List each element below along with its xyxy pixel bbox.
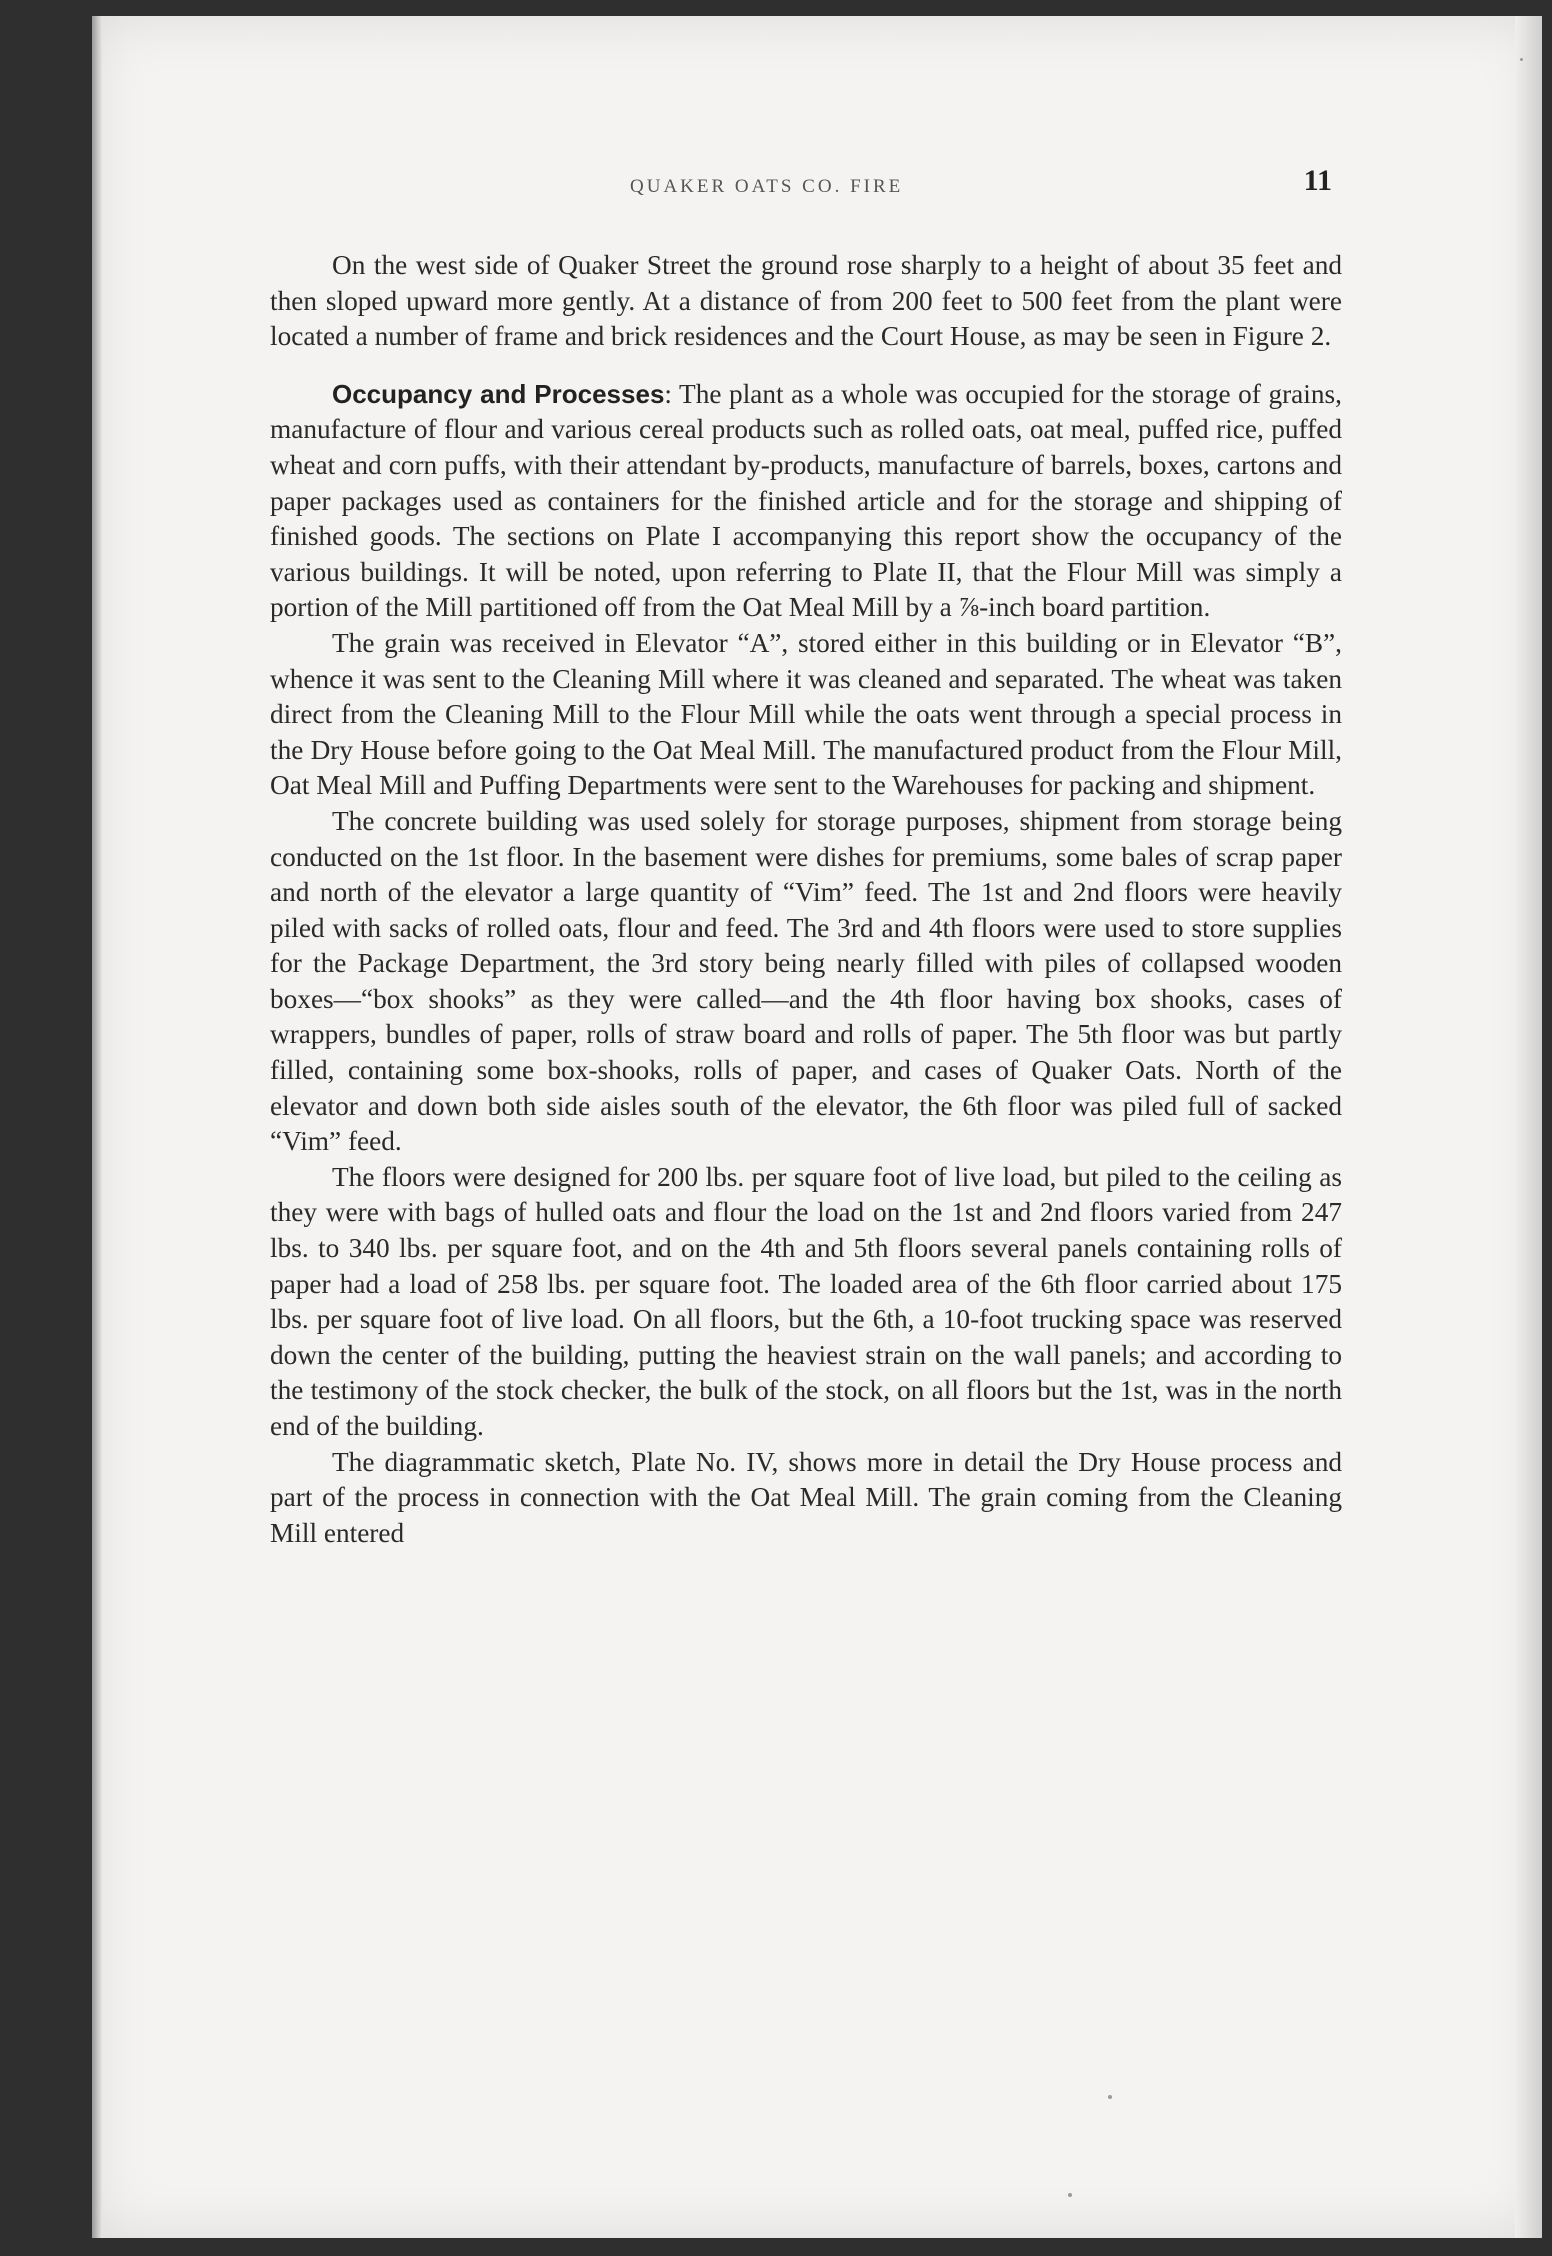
- paragraph: [270, 626, 1342, 804]
- paragraph: [270, 1160, 1342, 1445]
- running-title: QUAKER OATS CO. FIRE: [630, 176, 904, 197]
- page-edge: [1515, 16, 1542, 2238]
- dust-speck: [1108, 2095, 1112, 2099]
- paragraph: [270, 248, 1342, 355]
- page-gutter: [92, 16, 102, 2238]
- paragraph: [270, 804, 1342, 1160]
- paragraph-text: On the west side of Quaker Street the ground rose sharply to a height of about 35 feet and then sloped upward more gently. At a distance of from 200 feet to 500 feet from the plant were located a number of frame and brick residences and the Court House, as may be seen in Figure 2.: [270, 250, 1342, 352]
- page-header: [270, 164, 1332, 214]
- paragraph-text: The grain was received in Elevator “A”, stored either in this building or in Elevator “B”, whence it was sent to the Cleaning Mill where it was cleaned and separated. The wheat was taken direct from the Cleaning Mill to the Flour Mill while the oats went through a special process in the Dry House before going to the Oat Meal Mill. The manufactured product from the Flour Mill, Oat Meal Mill and Puffing Departments were sent to the Warehouses for packing and shipment.: [270, 627, 1342, 801]
- paragraph-text: The concrete building was used solely for storage purposes, shipment from storage being conducted on the 1st floor. In the basement were dishes for premiums, some bales of scrap paper and north of the elevator a large quantity of “Vim” feed. The 1st and 2nd floors were heavily piled with sacks of rolled oats, flour and feed. The 3rd and 4th floors were used to store supplies for the Package Department, the 3rd story being nearly filled with piles of collapsed wooden boxes—“box shooks” as they were called—and the 4th floor having box shooks, cases of wrappers, bundles of paper, rolls of straw board and rolls of paper. The 5th floor was but partly filled, containing some box-shooks, rolls of paper, and cases of Quaker Oats. North of the elevator and down both side aisles south of the elevator, the 6th floor was piled full of sacked “Vim” feed.: [270, 805, 1342, 1157]
- paragraph-text: The floors were designed for 200 lbs. per square foot of live load, but piled to the ceiling as they were with bags of hulled oats and flour the load on the 1st and 2nd floors varied from 247 lbs. to 340 lbs. per square foot, and on the 4th and 5th floors several panels containing rolls of paper had a load of 258 lbs. per square foot. The loaded area of the 6th floor carried about 175 lbs. per square foot of live load. On all floors, but the 6th, a 10-foot trucking space was reserved down the center of the building, putting the heaviest strain on the wall panels; and according to the testimony of the stock checker, the bulk of the stock, on all floors but the 1st, was in the north end of the building.: [270, 1161, 1342, 1441]
- body-text: [270, 248, 1342, 1551]
- section-heading: Occupancy and Processes: [332, 378, 665, 409]
- page-number: 11: [1303, 164, 1332, 197]
- paragraph: [270, 377, 1342, 626]
- dust-speck: [1068, 2193, 1072, 2197]
- dust-speck: [1520, 58, 1523, 61]
- paragraph-text: The diagrammatic sketch, Plate No. IV, shows more in detail the Dry House process and part of the process in connection with the Oat Meal Mill. The grain coming from the Cleaning Mill entered: [270, 1446, 1342, 1548]
- paragraph-text: : The plant as a whole was occupied for the storage of grains, manufacture of flour and various cereal products such as rolled oats, oat meal, puffed rice, puffed wheat and corn puffs, with their attendant by-products, manufacture of barrels, boxes, cartons and paper packages used as containers for the finished article and for the storage and shipping of finished goods. The sections on Plate I accompanying this report show the occupancy of the various buildings. It will be noted, upon referring to Plate II, that the Flour Mill was simply a portion of the Mill partitioned off from the Oat Meal Mill by a ⅞-inch board partition.: [270, 378, 1342, 623]
- paragraph: [270, 1445, 1342, 1552]
